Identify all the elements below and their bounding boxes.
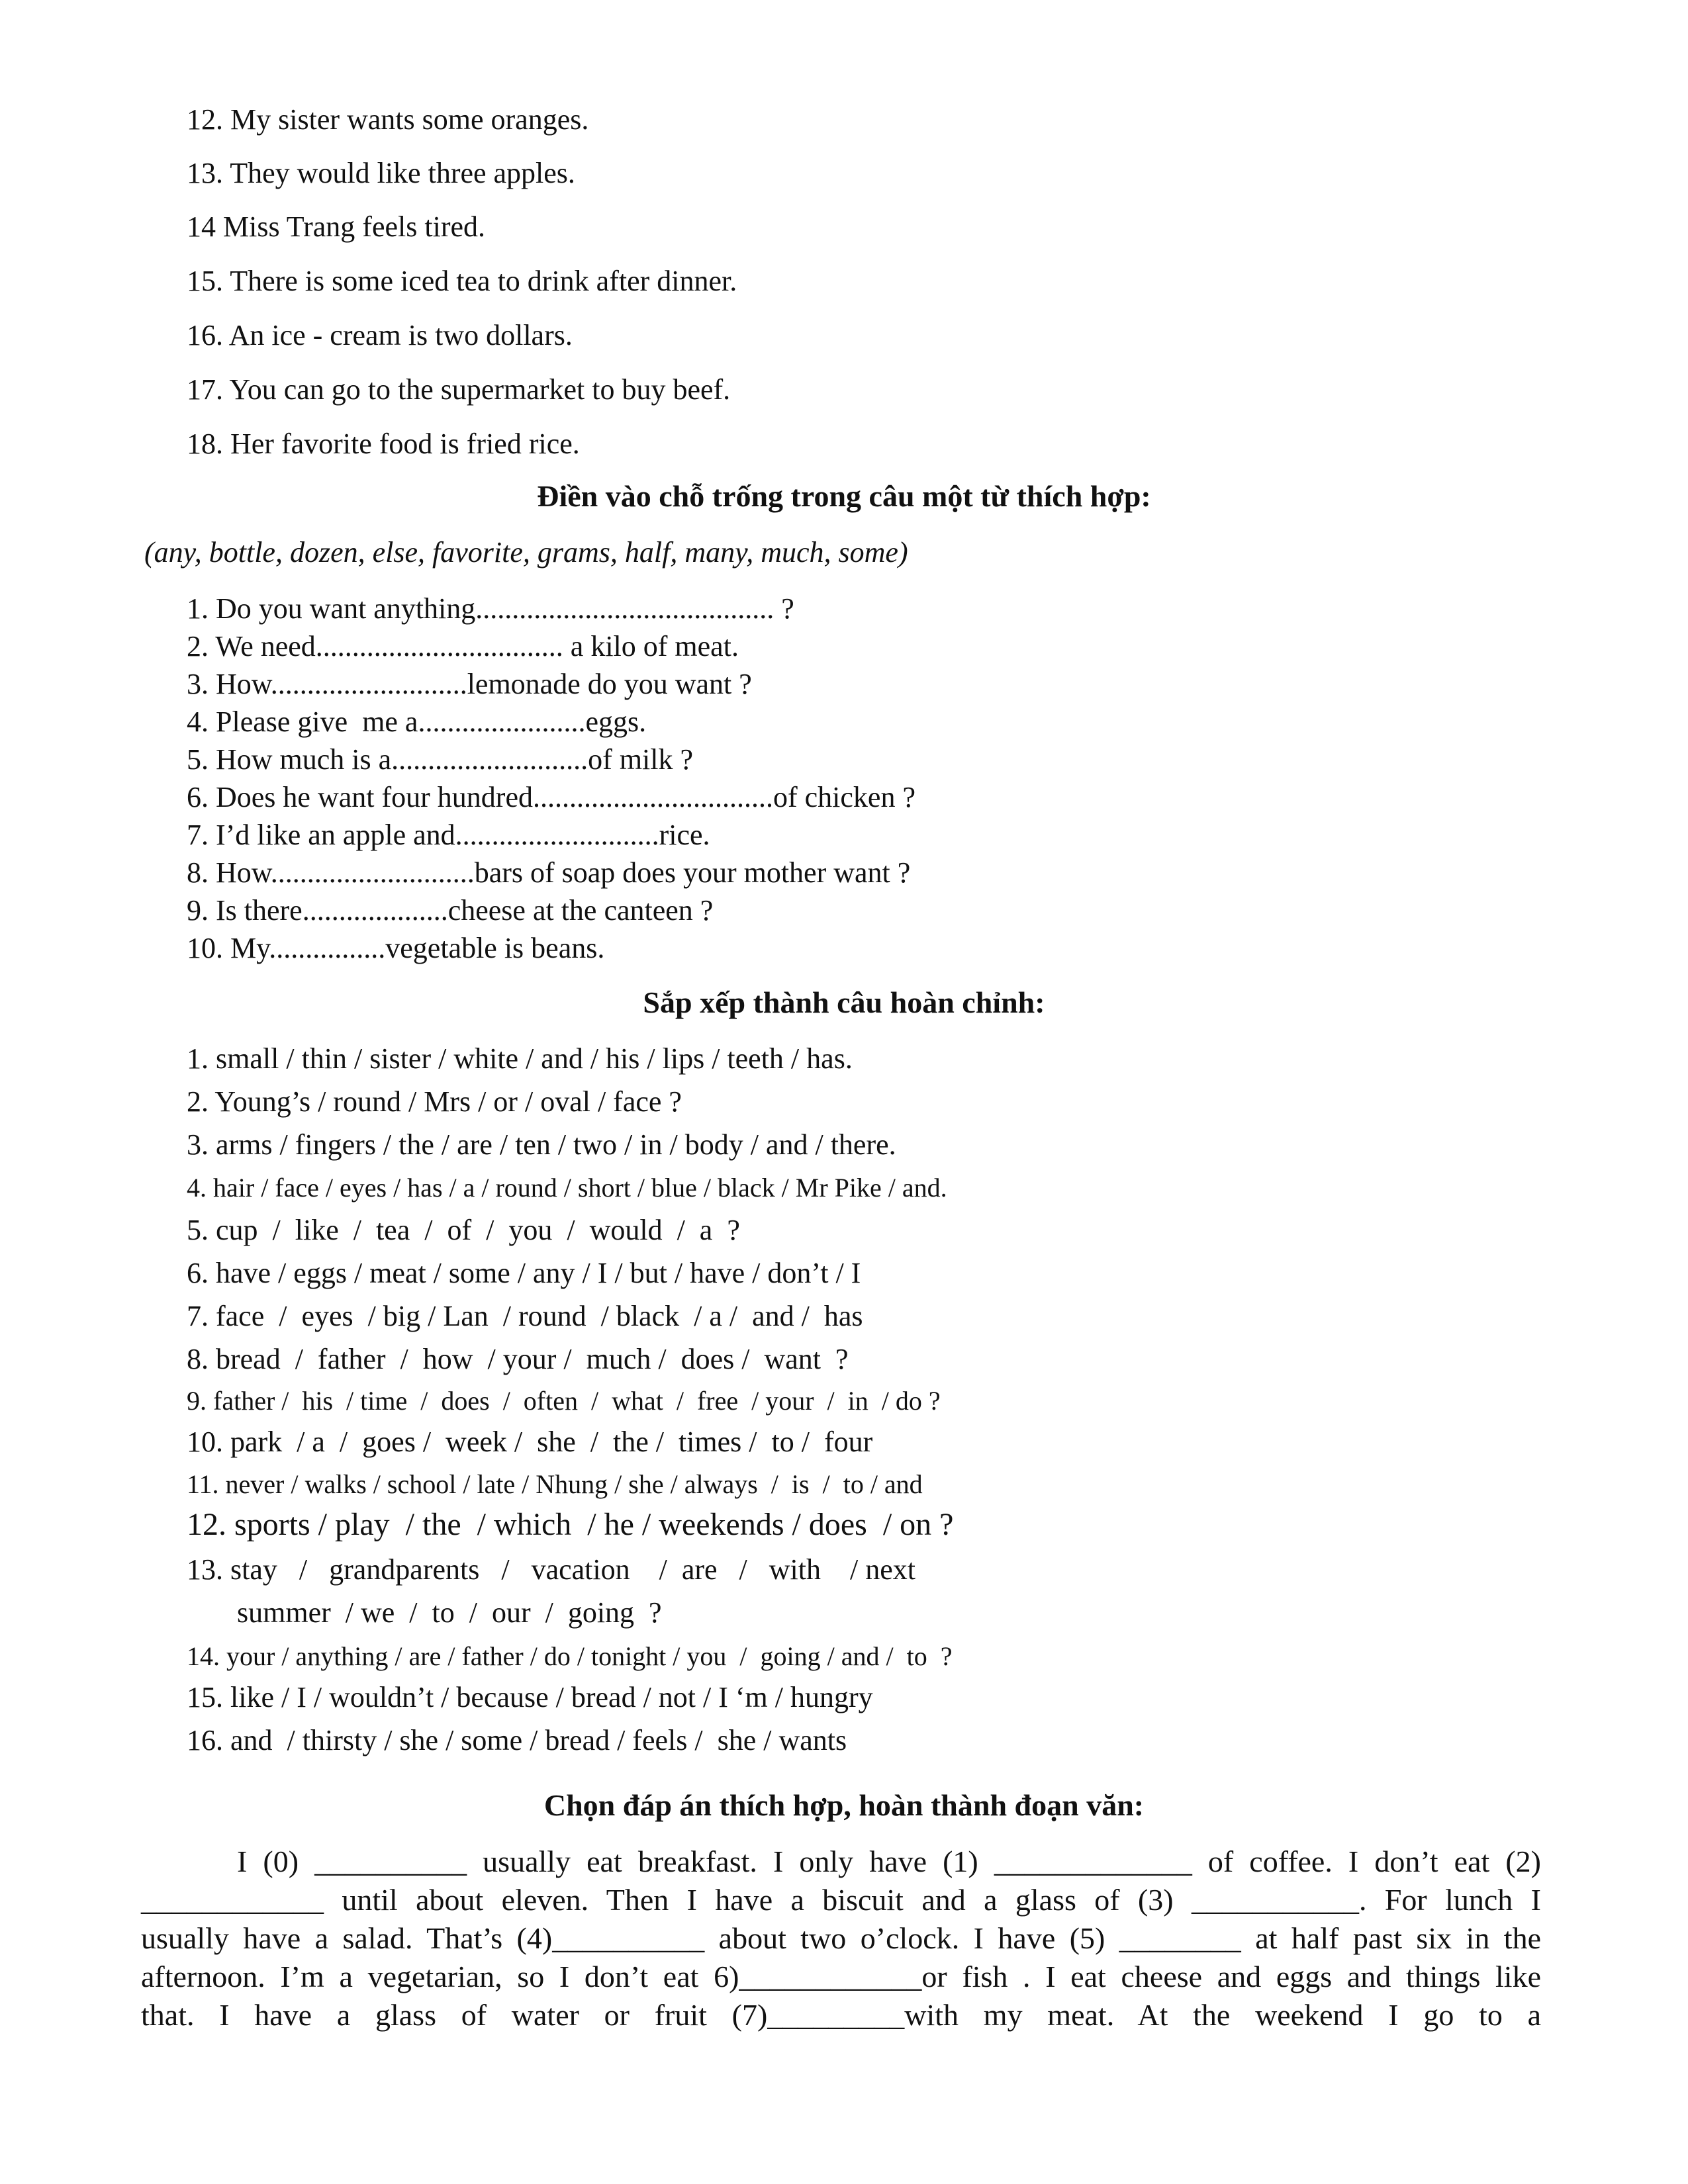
- passage-line: ____________ until about eleven. Then I have a biscuit and a glass of (3) ___________. For lunch I: [141, 1883, 1541, 1917]
- arrange-item-continuation: summer / we / to / our / going ?: [237, 1596, 662, 1629]
- transform-item: 16. An ice - cream is two dollars.: [187, 319, 573, 351]
- fill-item: 9. Is there....................cheese at the canteen ?: [187, 894, 714, 927]
- arrange-item: 14. your / anything / are / father / do / tonight / you / going / and / to ?: [187, 1641, 953, 1671]
- passage: [141, 1843, 1541, 2034]
- arrange-item: 13. stay / grandparents / vacation / are / with / next: [187, 1553, 915, 1586]
- arrange-item: 12. sports / play / the / which / he / weekends / does / on ?: [187, 1507, 954, 1542]
- fill-item: 3. How...........................lemonade do you want ?: [187, 668, 752, 700]
- transform-item: 18. Her favorite food is fried rice.: [187, 428, 580, 460]
- arrange-item: 8. bread / father / how / your / much / does / want ?: [187, 1343, 849, 1375]
- fill-item: 8. How............................bars of soap does your mother want ?: [187, 856, 911, 889]
- passage-line: usually have a salad. That’s (4)__________ about two o’clock. I have (5) ________ at half past six in the: [141, 1921, 1541, 1955]
- arrange-heading: Sắp xếp thành câu hoàn chỉnh:: [643, 985, 1045, 1019]
- passage-line: that. I have a glass of water or fruit (7)_________with my meat. At the weekend I go to a: [141, 1998, 1541, 2032]
- arrange-item: 11. never / walks / school / late / Nhung / she / always / is / to / and: [187, 1469, 923, 1499]
- arrange-item: 15. like / I / wouldn’t / because / bread / not / I ‘m / hungry: [187, 1681, 873, 1713]
- arrange-item: 1. small / thin / sister / white / and / his / lips / teeth / has.: [187, 1042, 853, 1075]
- transform-item: 14 Miss Trang feels tired.: [187, 210, 485, 243]
- passage-line: afternoon. I’m a vegetarian, so I don’t eat 6)____________or fish . I eat cheese and eggs and things like: [141, 1960, 1541, 1993]
- transform-item: 13. They would like three apples.: [187, 157, 575, 189]
- arrange-item: 16. and / thirsty / she / some / bread / feels / she / wants: [187, 1724, 847, 1756]
- fill-item: 7. I’d like an apple and............................rice.: [187, 819, 710, 851]
- fill-item: 5. How much is a...........................of milk ?: [187, 743, 694, 776]
- arrange-item: 9. father / his / time / does / often / what / free / your / in / do ?: [187, 1386, 941, 1416]
- transform-item: 17. You can go to the supermarket to buy beef.: [187, 373, 731, 406]
- fill-blank-heading: Điền vào chỗ trống trong câu một từ thích hợp:: [537, 479, 1151, 513]
- fill-item: 4. Please give me a.......................eggs.: [187, 705, 647, 738]
- arrange-item: 7. face / eyes / big / Lan / round / black / a / and / has: [187, 1300, 863, 1332]
- arrange-item: 5. cup / like / tea / of / you / would / a ?: [187, 1214, 740, 1246]
- arrange-item: 2. Young’s / round / Mrs / or / oval / face ?: [187, 1085, 682, 1118]
- fill-item: 1. Do you want anything......................................... ?: [187, 592, 794, 625]
- fill-item: 2. We need.................................. a kilo of meat.: [187, 630, 739, 662]
- passage-line: I (0) __________ usually eat breakfast. I only have (1) _____________ of coffee. I don’t eat (2): [237, 1844, 1541, 1878]
- arrange-item: 6. have / eggs / meat / some / any / I / but / have / don’t / I: [187, 1257, 861, 1289]
- transform-item: 15. There is some iced tea to drink after dinner.: [187, 265, 737, 297]
- fill-item: 6. Does he want four hundred.................................of chicken ?: [187, 781, 915, 813]
- fill-item: 10. My................vegetable is beans.: [187, 932, 605, 964]
- arrange-item: 4. hair / face / eyes / has / a / round / short / blue / black / Mr Pike / and.: [187, 1173, 947, 1203]
- word-bank: (any, bottle, dozen, else, favorite, grams, half, many, much, some): [144, 536, 908, 569]
- transform-item: 12. My sister wants some oranges.: [187, 103, 589, 136]
- passage-heading: Chọn đáp án thích hợp, hoàn thành đoạn văn:: [543, 1788, 1145, 1822]
- arrange-item: 3. arms / fingers / the / are / ten / two / in / body / and / there.: [187, 1128, 896, 1161]
- arrange-item: 10. park / a / goes / week / she / the / times / to / four: [187, 1426, 873, 1458]
